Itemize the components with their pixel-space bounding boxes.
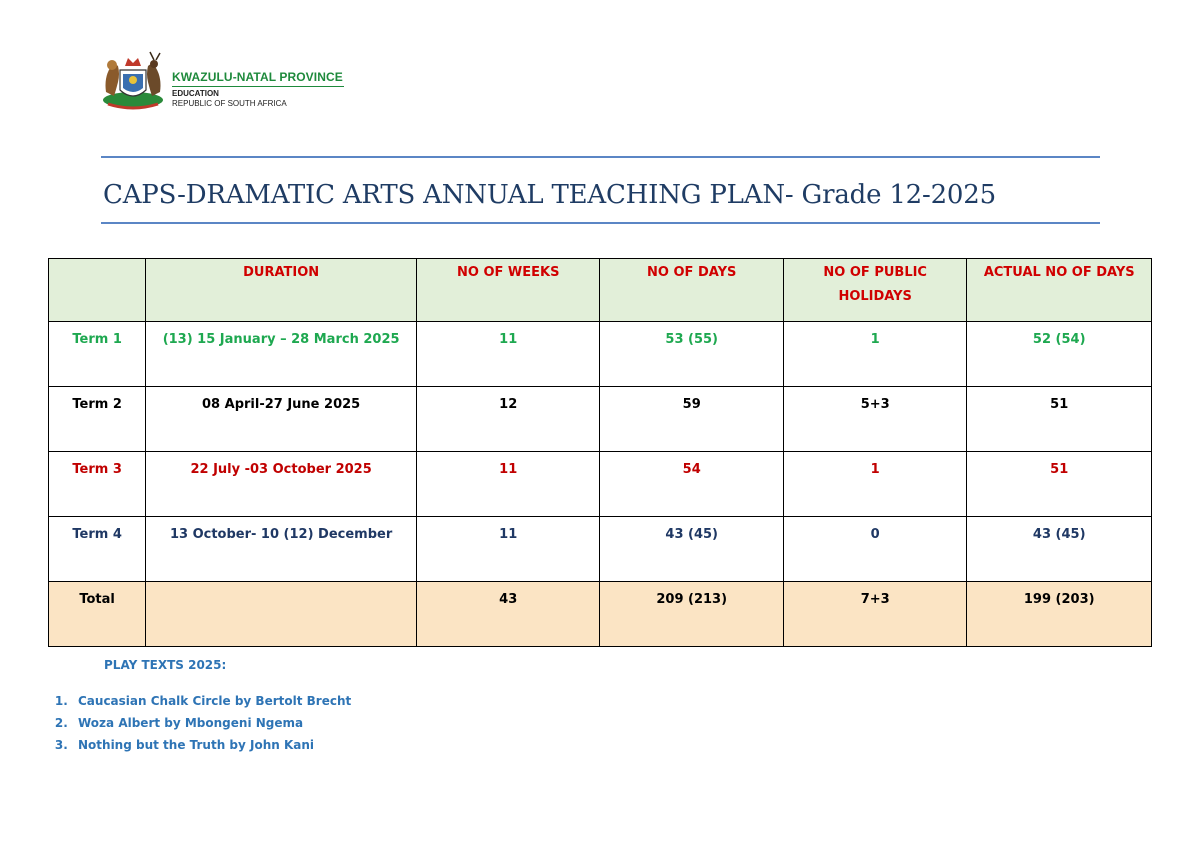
logo-divider xyxy=(172,86,344,87)
duration-cell: 13 October- 10 (12) December xyxy=(146,517,417,582)
actual-days-cell: 43 (45) xyxy=(967,517,1152,582)
term-label: Term 4 xyxy=(49,517,146,582)
days-cell: 54 xyxy=(600,452,783,517)
table-row-term-2 xyxy=(49,387,1152,452)
title-underline xyxy=(101,222,1100,224)
country-label: REPUBLIC OF SOUTH AFRICA xyxy=(172,99,287,108)
header-cell-actual-days: ACTUAL NO OF DAYS xyxy=(967,259,1152,322)
play-texts-heading: PLAY TEXTS 2025: xyxy=(104,658,227,672)
total-duration-cell xyxy=(146,582,417,647)
total-label: Total xyxy=(49,582,146,647)
province-name: KWAZULU-NATAL PROVINCE xyxy=(172,70,343,84)
term-label: Term 3 xyxy=(49,452,146,517)
duration-cell: 22 July -03 October 2025 xyxy=(146,452,417,517)
top-rule xyxy=(101,156,1100,158)
table-row-term-1 xyxy=(49,322,1152,387)
actual-days-cell: 51 xyxy=(967,452,1152,517)
play-texts-list xyxy=(44,690,351,756)
duration-cell: (13) 15 January – 28 March 2025 xyxy=(146,322,417,387)
total-holidays-cell: 7+3 xyxy=(783,582,966,647)
term-label: Term 1 xyxy=(49,322,146,387)
actual-days-cell: 52 (54) xyxy=(967,322,1152,387)
header-cell-days: NO OF DAYS xyxy=(600,259,783,322)
coat-of-arms-icon xyxy=(100,50,166,112)
term-label: Term 2 xyxy=(49,387,146,452)
actual-days-cell: 51 xyxy=(967,387,1152,452)
weeks-cell: 11 xyxy=(416,517,599,582)
document-title: CAPS-DRAMATIC ARTS ANNUAL TEACHING PLAN- Grade 12-2025 xyxy=(103,180,996,210)
days-cell: 43 (45) xyxy=(600,517,783,582)
weeks-cell: 12 xyxy=(416,387,599,452)
holidays-cell: 0 xyxy=(783,517,966,582)
header-cell-public-holidays: NO OF PUBLIC HOLIDAYS xyxy=(783,259,966,322)
header-cell-weeks: NO OF WEEKS xyxy=(416,259,599,322)
days-cell: 53 (55) xyxy=(600,322,783,387)
list-item: 2. Woza Albert by Mbongeni Ngema xyxy=(72,712,351,734)
department-logo xyxy=(100,50,360,112)
department-name-block xyxy=(172,70,344,109)
total-days-cell: 209 (213) xyxy=(600,582,783,647)
total-weeks-cell: 43 xyxy=(416,582,599,647)
total-actual-days-cell: 199 (203) xyxy=(967,582,1152,647)
table-row-total xyxy=(49,582,1152,647)
weeks-cell: 11 xyxy=(416,452,599,517)
holidays-cell: 1 xyxy=(783,452,966,517)
holidays-cell: 1 xyxy=(783,322,966,387)
table-header-row xyxy=(49,259,1152,322)
days-cell: 59 xyxy=(600,387,783,452)
teaching-plan-table xyxy=(48,258,1152,647)
weeks-cell: 11 xyxy=(416,322,599,387)
duration-cell: 08 April-27 June 2025 xyxy=(146,387,417,452)
table-row-term-3 xyxy=(49,452,1152,517)
header-cell-duration: DURATION xyxy=(146,259,417,322)
list-item: 3. Nothing but the Truth by John Kani xyxy=(72,734,351,756)
department-label: EDUCATION xyxy=(172,89,219,98)
list-item: 1. Caucasian Chalk Circle by Bertolt Brecht xyxy=(72,690,351,712)
header-cell-blank xyxy=(49,259,146,322)
holidays-cell: 5+3 xyxy=(783,387,966,452)
table-row-term-4 xyxy=(49,517,1152,582)
